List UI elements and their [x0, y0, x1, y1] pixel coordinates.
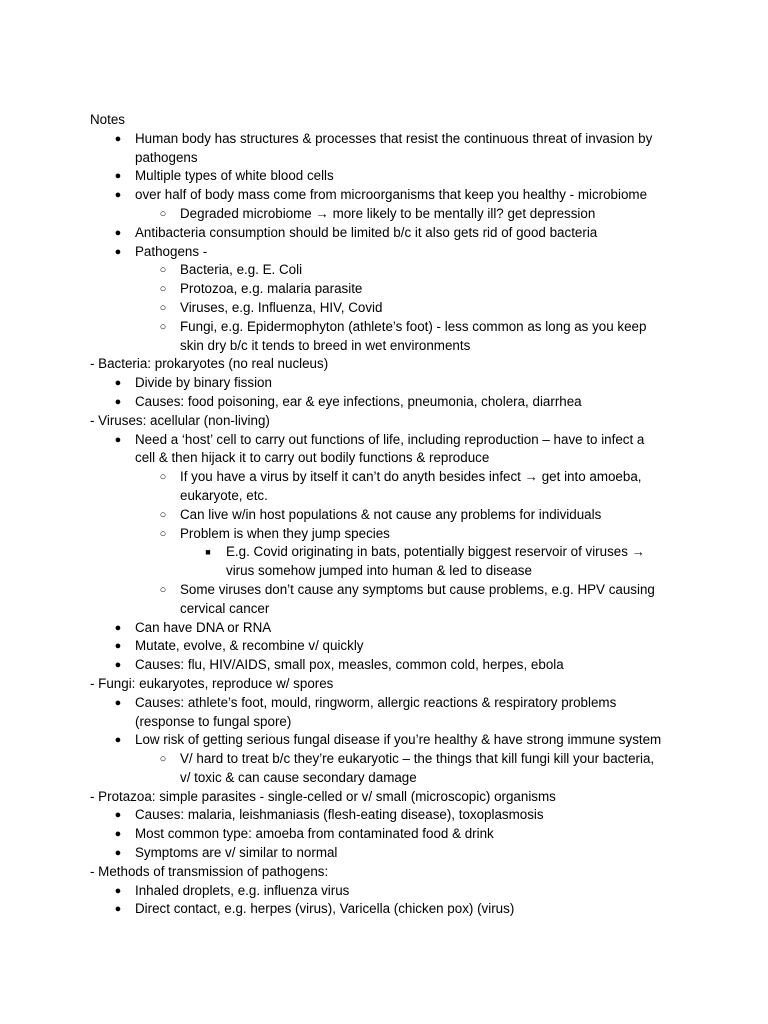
- line-text: Pathogens -: [135, 243, 208, 259]
- text-line: [90, 167, 690, 186]
- circle-bullet-icon: ○: [159, 527, 167, 540]
- list-item: [90, 130, 690, 168]
- list-item: [90, 431, 690, 469]
- section-heading: [90, 863, 690, 882]
- list-item: [90, 619, 690, 638]
- circle-bullet-icon: ○: [159, 471, 167, 484]
- list-item: [90, 844, 690, 863]
- line-text: Bacteria, e.g. E. Coli: [180, 262, 303, 278]
- section-heading: [90, 675, 690, 694]
- text-line: [90, 694, 690, 713]
- text-line: [90, 656, 690, 675]
- text-line: [90, 431, 690, 450]
- circle-bullet-icon: ○: [159, 753, 167, 766]
- dot-bullet-icon: ●: [114, 226, 122, 239]
- dot-bullet-icon: ●: [114, 395, 122, 408]
- dot-bullet-icon: ●: [114, 640, 122, 653]
- circle-bullet-icon: ○: [159, 301, 167, 314]
- notes-list: [90, 130, 690, 919]
- list-item: [90, 825, 690, 844]
- list-item: [90, 318, 690, 356]
- dot-bullet-icon: ●: [114, 245, 122, 258]
- line-text: Causes: athlete’s foot, mould, ringworm, allergic reactions & respiratory problems: [135, 694, 617, 710]
- text-line: [90, 844, 690, 863]
- text-line: [90, 637, 690, 656]
- section-heading: [90, 355, 690, 374]
- line-text: Symptoms are v/ similar to normal: [135, 845, 338, 861]
- circle-bullet-icon: ○: [159, 283, 167, 296]
- text-line: [90, 280, 690, 299]
- dot-bullet-icon: ●: [114, 884, 122, 897]
- list-item: [90, 543, 690, 581]
- dot-bullet-icon: ●: [114, 433, 122, 446]
- text-line: [90, 449, 690, 468]
- text-line: [90, 374, 690, 393]
- dot-bullet-icon: ●: [114, 809, 122, 822]
- line-text: over half of body mass come from microorganisms that keep you healthy - microbiome: [135, 187, 648, 203]
- text-line: [90, 506, 690, 525]
- list-item: [90, 900, 690, 919]
- text-line: [90, 543, 690, 562]
- dot-bullet-icon: ●: [114, 903, 122, 916]
- circle-bullet-icon: ○: [159, 207, 167, 220]
- circle-bullet-icon: ○: [159, 583, 167, 596]
- list-item: [90, 506, 690, 525]
- dot-bullet-icon: ●: [114, 696, 122, 709]
- line-text: Antibacteria consumption should be limited b/c it also gets rid of good bacteria: [135, 224, 598, 240]
- list-item: [90, 750, 690, 788]
- line-text: - Viruses: acellular (non-living): [90, 412, 270, 428]
- line-text: Fungi, e.g. Epidermophyton (athlete’s foot) - less common as long as you keep: [180, 318, 647, 334]
- line-text: E.g. Covid originating in bats, potentially biggest reservoir of viruses →: [226, 544, 646, 560]
- line-text: Need a ‘host’ cell to carry out functions of life, including reproduction – have to infect a: [135, 431, 645, 447]
- dot-bullet-icon: ●: [114, 828, 122, 841]
- list-item: [90, 243, 690, 262]
- list-item: [90, 806, 690, 825]
- list-item: [90, 280, 690, 299]
- dot-bullet-icon: ●: [114, 189, 122, 202]
- list-item: [90, 261, 690, 280]
- line-text: Causes: food poisoning, ear & eye infections, pneumonia, cholera, diarrhea: [135, 393, 582, 409]
- line-text: Can have DNA or RNA: [135, 619, 272, 635]
- list-item: [90, 656, 690, 675]
- line-text: Problem is when they jump species: [180, 525, 390, 541]
- text-line: [90, 186, 690, 205]
- text-line: [90, 318, 690, 337]
- text-line: [90, 806, 690, 825]
- text-line: [90, 355, 690, 374]
- line-text: Some viruses don’t cause any symptoms but cause problems, e.g. HPV causing: [180, 581, 655, 597]
- text-line: [90, 243, 690, 262]
- text-line: [90, 487, 690, 506]
- text-line: [90, 825, 690, 844]
- text-line: [90, 149, 690, 168]
- line-text: Degraded microbiome → more likely to be mentally ill? get depression: [180, 205, 596, 221]
- text-line: [90, 299, 690, 318]
- line-text: cervical cancer: [180, 600, 270, 616]
- list-item: [90, 731, 690, 750]
- list-item: [90, 882, 690, 901]
- line-text: cell & then hijack it to carry out bodily functions & reproduce: [135, 450, 490, 466]
- list-item: [90, 186, 690, 205]
- line-text: virus somehow jumped into human & led to disease: [226, 563, 532, 579]
- text-line: [90, 750, 690, 769]
- text-line: [90, 731, 690, 750]
- line-text: Direct contact, e.g. herpes (virus), Varicella (chicken pox) (virus): [135, 901, 515, 917]
- text-line: [90, 412, 690, 431]
- dot-bullet-icon: ●: [114, 847, 122, 860]
- text-line: [90, 581, 690, 600]
- list-item: [90, 393, 690, 412]
- dot-bullet-icon: ●: [114, 734, 122, 747]
- text-line: [90, 769, 690, 788]
- text-line: [90, 600, 690, 619]
- text-line: [90, 675, 690, 694]
- square-bullet-icon: ■: [205, 547, 211, 558]
- text-line: [90, 619, 690, 638]
- line-text: V/ hard to treat b/c they’re eukaryotic – the things that kill fungi kill your bacteria,: [180, 751, 655, 767]
- circle-bullet-icon: ○: [159, 508, 167, 521]
- dot-bullet-icon: ●: [114, 621, 122, 634]
- circle-bullet-icon: ○: [159, 320, 167, 333]
- text-line: [90, 261, 690, 280]
- line-text: Can live w/in host populations & not cause any problems for individuals: [180, 506, 602, 522]
- list-item: [90, 637, 690, 656]
- section-heading: [90, 788, 690, 807]
- line-text: v/ toxic & can cause secondary damage: [180, 769, 417, 785]
- list-item: [90, 299, 690, 318]
- line-text: - Methods of transmission of pathogens:: [90, 863, 329, 879]
- section-heading: [90, 412, 690, 431]
- line-text: Viruses, e.g. Influenza, HIV, Covid: [180, 299, 383, 315]
- text-line: [90, 205, 690, 224]
- text-line: [90, 863, 690, 882]
- line-text: pathogens: [135, 149, 198, 165]
- text-line: [90, 713, 690, 732]
- text-line: [90, 525, 690, 544]
- line-text: Causes: malaria, leishmaniasis (flesh-eating disease), toxoplasmosis: [135, 807, 544, 823]
- line-text: - Bacteria: prokaryotes (no real nucleus): [90, 356, 329, 372]
- line-text: - Protazoa: simple parasites - single-celled or v/ small (microscopic) organisms: [90, 788, 556, 804]
- list-item: [90, 167, 690, 186]
- circle-bullet-icon: ○: [159, 264, 167, 277]
- text-line: [90, 393, 690, 412]
- list-item: [90, 205, 690, 224]
- line-text: Human body has structures & processes that resist the continuous threat of invasion by: [135, 130, 653, 146]
- list-item: [90, 525, 690, 544]
- list-item: [90, 224, 690, 243]
- text-line: [90, 788, 690, 807]
- line-text: Causes: flu, HIV/AIDS, small pox, measles, common cold, herpes, ebola: [135, 657, 564, 673]
- dot-bullet-icon: ●: [114, 377, 122, 390]
- notes-body: [90, 111, 690, 919]
- list-item: [90, 374, 690, 393]
- notes-title: Notes: [90, 112, 125, 127]
- dot-bullet-icon: ●: [114, 132, 122, 145]
- line-text: skin dry b/c it tends to breed in wet environments: [180, 337, 471, 353]
- text-line: [90, 900, 690, 919]
- line-text: eukaryote, etc.: [180, 487, 268, 503]
- dot-bullet-icon: ●: [114, 170, 122, 183]
- text-line: [90, 224, 690, 243]
- line-text: (response to fungal spore): [135, 713, 292, 729]
- line-text: Multiple types of white blood cells: [135, 168, 334, 184]
- line-text: Inhaled droplets, e.g. influenza virus: [135, 882, 350, 898]
- list-item: [90, 581, 690, 619]
- text-line: [90, 468, 690, 487]
- text-line: [90, 337, 690, 356]
- line-text: Low risk of getting serious fungal disease if you’re healthy & have strong immune system: [135, 732, 662, 748]
- line-text: Most common type: amoeba from contaminated food & drink: [135, 826, 494, 842]
- text-line: [90, 882, 690, 901]
- list-item: [90, 468, 690, 506]
- line-text: If you have a virus by itself it can’t do anyth besides infect → get into amoeba,: [180, 469, 642, 485]
- line-text: Protozoa, e.g. malaria parasite: [180, 281, 363, 297]
- line-text: - Fungi: eukaryotes, reproduce w/ spores: [90, 675, 334, 691]
- line-text: Mutate, evolve, & recombine v/ quickly: [135, 638, 364, 654]
- list-item: [90, 694, 690, 732]
- dot-bullet-icon: ●: [114, 659, 122, 672]
- text-line: [90, 562, 690, 581]
- text-line: [90, 130, 690, 149]
- line-text: Divide by binary fission: [135, 375, 272, 391]
